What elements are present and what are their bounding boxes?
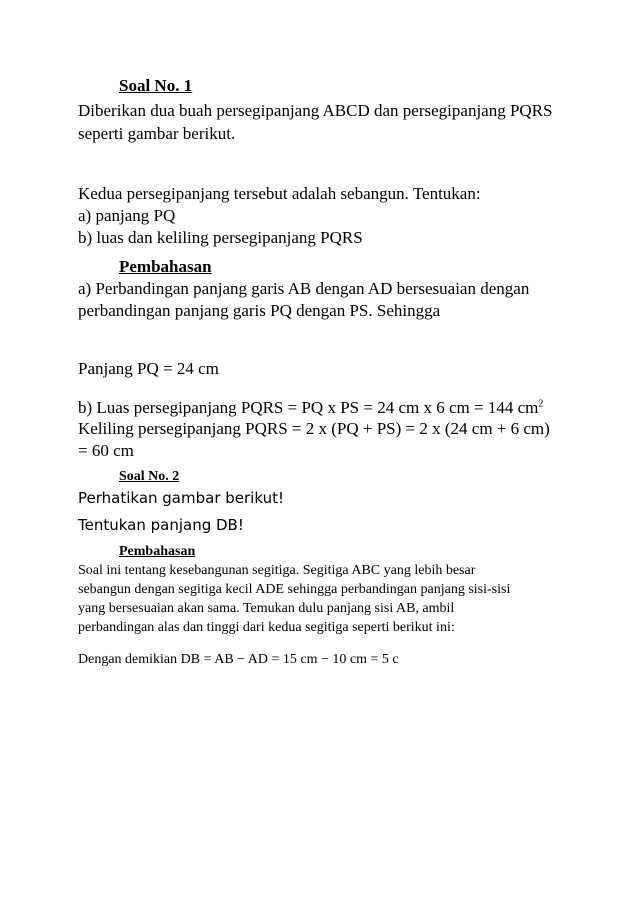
pembahasan-2-conclusion: Dengan demikian DB = AB − AD = 15 cm − 10 cm = 5 c xyxy=(78,652,399,667)
pembahasan-1-text-line-1: a) Perbandingan panjang garis AB dengan AD bersesuaian dengan xyxy=(78,279,530,298)
soal-2-line-1: Perhatikan gambar berikut! xyxy=(78,489,284,507)
answer-pq: Panjang PQ = 24 cm xyxy=(78,359,219,378)
answer-keliling-line-1: Keliling persegipanjang PQRS = 2 x (PQ + PS) = 2 x (24 cm + 6 cm) xyxy=(78,419,550,438)
soal-1-task-line-2: a) panjang PQ xyxy=(78,206,176,225)
pembahasan-1-heading: Pembahasan xyxy=(119,257,212,276)
pembahasan-2-heading: Pembahasan xyxy=(119,544,196,559)
pembahasan-2-text-line-2: sebangun dengan segitiga kecil ADE sehingga perbandingan panjang sisi-sisi xyxy=(78,582,511,597)
soal-1-intro-line-1: Diberikan dua buah persegipanjang ABCD dan persegipanjang PQRS xyxy=(78,101,553,120)
soal-2-heading: Soal No. 2 xyxy=(119,469,180,484)
soal-1-task-line-3: b) luas dan keliling persegipanjang PQRS xyxy=(78,228,363,247)
answer-keliling-line-2: = 60 cm xyxy=(78,441,134,460)
pembahasan-2-text-line-3: yang bersesuaian akan sama. Temukan dulu panjang sisi AB, ambil xyxy=(78,601,455,616)
soal-1-task-line-1: Kedua persegipanjang tersebut adalah sebangun. Tentukan: xyxy=(78,184,481,203)
soal-1-heading: Soal No. 1 xyxy=(119,76,193,95)
answer-luas xyxy=(78,398,543,418)
pembahasan-2-text-line-4: perbandingan alas dan tinggi dari kedua segitiga seperti berikut ini: xyxy=(78,620,455,635)
pembahasan-2-text-line-1: Soal ini tentang kesebangunan segitiga. Segitiga ABC yang lebih besar xyxy=(78,563,476,578)
answer-luas-text: b) Luas persegipanjang PQRS = PQ x PS = 24 cm x 6 cm = 144 cm xyxy=(78,398,539,417)
pembahasan-1-text-line-2: perbandingan panjang garis PQ dengan PS. Sehingga xyxy=(78,301,441,320)
soal-1-intro-line-2: seperti gambar berikut. xyxy=(78,124,236,143)
answer-luas-superscript: 2 xyxy=(538,398,544,410)
soal-2-line-2: Tentukan panjang DB! xyxy=(78,516,244,534)
